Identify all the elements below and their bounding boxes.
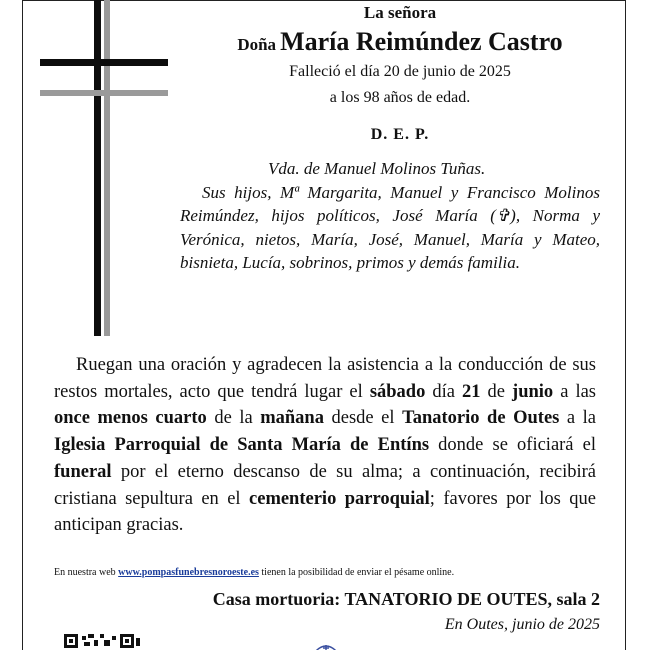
announcement-church: Iglesia Parroquial de Santa María de Entíns xyxy=(54,435,430,456)
honorific: Doña xyxy=(237,35,277,54)
announcement-text: Ruegan una oración y agradecen la asistencia a la conducción de sus restos mortales, acto que tendrá lugar el xyxy=(54,355,596,402)
website-link[interactable]: www.pompasfunebresnoroeste.es xyxy=(118,567,259,578)
announcement-text: día xyxy=(425,381,463,402)
web-note-suffix: tienen la posibilidad de enviar el pésame online. xyxy=(258,567,455,578)
announcement-text: ; favores por los que anticipan gracias. xyxy=(54,488,597,536)
deceased-name: María Reimúndez Castro xyxy=(280,27,563,56)
casa-mortuoria-line: Casa mortuoria: TANATORIO DE OUTES, sala 2 xyxy=(212,589,600,609)
announcement-period: mañana xyxy=(260,408,324,429)
intro-text: La señora xyxy=(363,3,437,22)
widow-line: Vda. de Manuel Molinos Tuñas. xyxy=(268,159,486,178)
announcement-time: once menos cuarto xyxy=(54,408,207,429)
qr-code-icon[interactable] xyxy=(64,634,142,650)
announcement-date: 21 xyxy=(462,381,481,402)
ceremony-announcement xyxy=(54,352,596,539)
place-date-line: En Outes, junio de 2025 xyxy=(444,616,600,633)
frame-border-right xyxy=(625,0,626,650)
frame-border-left xyxy=(22,0,23,650)
cross-vertical-bar-grey xyxy=(104,0,110,336)
cross-horizontal-bar-grey xyxy=(40,90,168,96)
announcement-text: a las xyxy=(553,381,597,402)
web-note-prefix: En nuestra web xyxy=(54,567,119,578)
death-date-line: Falleció el día 20 de junio de 2025 xyxy=(289,63,511,80)
cross-vertical-bar-dark xyxy=(94,0,101,336)
announcement-text: a la xyxy=(559,408,597,429)
cross-horizontal-bar-dark xyxy=(40,59,168,66)
announcement-text: donde se oficiará el xyxy=(429,435,596,456)
relatives-text: Sus hijos, Mª Margarita, Manuel y Francisco Molinos Reimúndez, hijos políticos, José María (✞), Norma y Verónica, nietos, María, José, Manuel, María y Mateo, bisnieta, Lucía, sobrinos, primos y demás familia. xyxy=(180,182,600,272)
announcement-service: funeral xyxy=(54,461,112,482)
announcement-month: junio xyxy=(512,381,554,402)
deceased-name-line xyxy=(200,27,600,57)
dep-abbreviation: D. E. P. xyxy=(370,126,430,143)
announcement-cemetery: cementerio parroquial xyxy=(249,488,430,509)
announcement-text: de la xyxy=(206,408,261,429)
announcement-origin: Tanatorio de Outes xyxy=(402,408,560,429)
frame-border-top xyxy=(22,0,626,1)
web-condolence-note xyxy=(54,567,599,578)
announcement-text: de xyxy=(480,381,513,402)
announcement-text: desde el xyxy=(323,408,403,429)
announcement-day: sábado xyxy=(369,381,426,402)
funeral-home-logo-icon xyxy=(311,640,341,650)
family-block xyxy=(180,157,600,275)
announcement-text: por el eterno descanso de su alma; a continuación, recibirá cristiana sepultura en el xyxy=(54,461,596,509)
age-line: a los 98 años de edad. xyxy=(329,89,471,106)
